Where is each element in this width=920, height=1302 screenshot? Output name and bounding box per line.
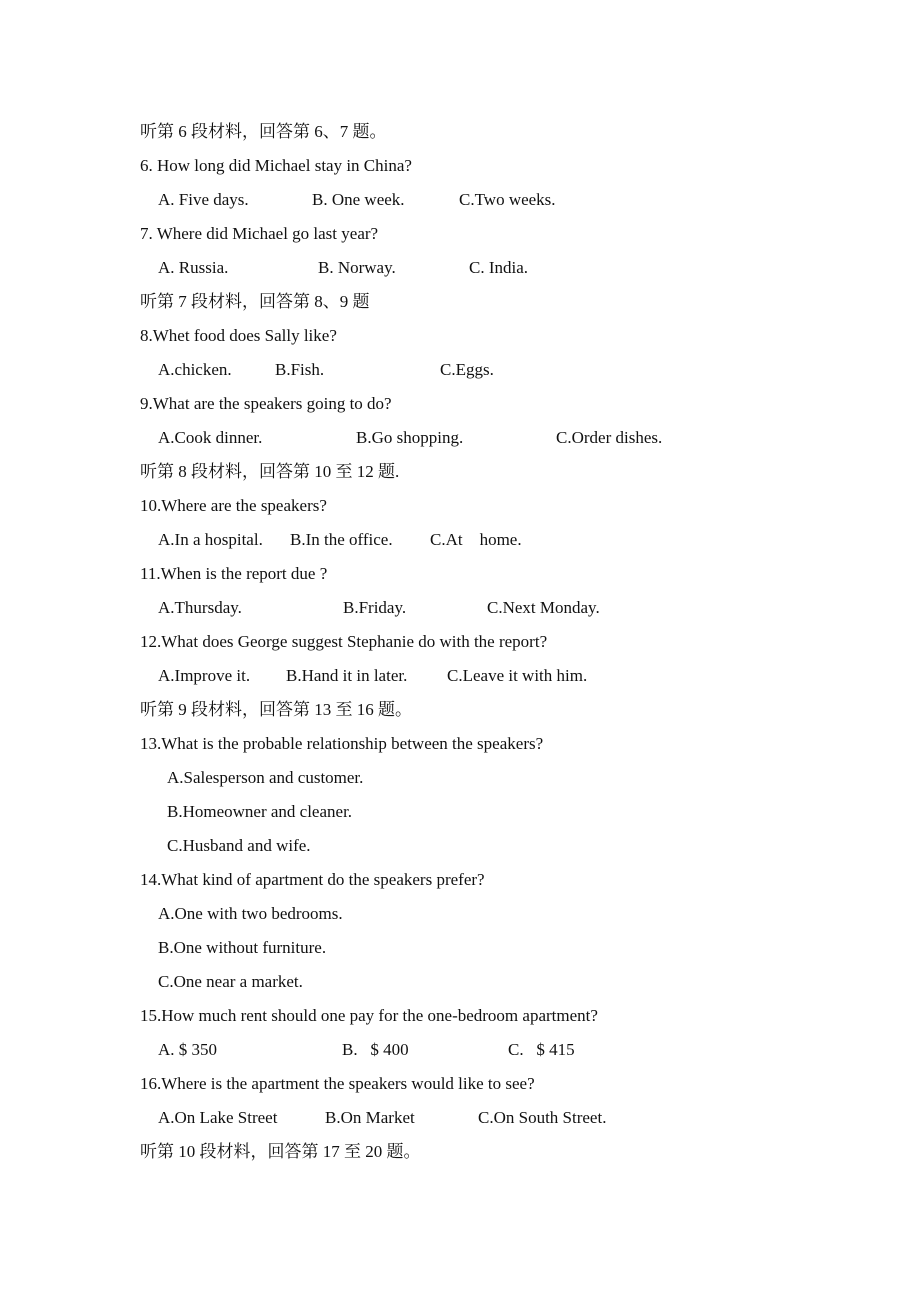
question-8: 8.Whet food does Sally like? bbox=[140, 326, 337, 345]
q12-option-a: A.Improve it. bbox=[158, 666, 251, 685]
q13-option-b: B.Homeowner and cleaner. bbox=[167, 802, 353, 821]
q15-option-b: B. $ 400 bbox=[342, 1040, 409, 1059]
q7-option-c: C. India. bbox=[469, 258, 529, 277]
section-8-heading: 听第 8 段材料，回答第 10 至 12 题. bbox=[140, 462, 400, 481]
q13-option-a: A.Salesperson and customer. bbox=[167, 768, 364, 787]
q16-option-c: C.On South Street. bbox=[478, 1108, 607, 1127]
q16-option-b: B.On Market bbox=[325, 1108, 415, 1127]
question-10: 10.Where are the speakers? bbox=[140, 496, 327, 515]
question-11: 11.When is the report due ? bbox=[140, 564, 328, 583]
q10-option-c: C.At home. bbox=[430, 530, 522, 549]
q14-option-b: B.One without furniture. bbox=[158, 938, 327, 957]
q14-option-c: C.One near a market. bbox=[158, 972, 303, 991]
section-6-heading: 听第 6 段材料，回答第 6、7 题。 bbox=[140, 122, 387, 141]
question-6: 6. How long did Michael stay in China? bbox=[140, 156, 412, 175]
question-12: 12.What does George suggest Stephanie do with the report? bbox=[140, 632, 548, 651]
question-16: 16.Where is the apartment the speakers would like to see? bbox=[140, 1074, 535, 1093]
question-13: 13.What is the probable relationship between the speakers? bbox=[140, 734, 544, 753]
question-14: 14.What kind of apartment do the speakers prefer? bbox=[140, 870, 485, 889]
q11-option-a: A.Thursday. bbox=[158, 598, 242, 617]
section-7-heading: 听第 7 段材料，回答第 8、9 题 bbox=[140, 292, 370, 311]
q8-option-c: C.Eggs. bbox=[440, 360, 494, 379]
q12-option-c: C.Leave it with him. bbox=[447, 666, 588, 685]
q13-option-c: C.Husband and wife. bbox=[167, 836, 311, 855]
q9-option-b: B.Go shopping. bbox=[356, 428, 464, 447]
q9-option-c: C.Order dishes. bbox=[556, 428, 663, 447]
q14-option-a: A.One with two bedrooms. bbox=[158, 904, 343, 923]
q6-option-c: C.Two weeks. bbox=[459, 190, 556, 209]
section-9-heading: 听第 9 段材料，回答第 13 至 16 题。 bbox=[140, 700, 412, 719]
q7-option-b: B. Norway. bbox=[318, 258, 396, 277]
q11-option-c: C.Next Monday. bbox=[487, 598, 600, 617]
q8-option-a: A.chicken. bbox=[158, 360, 232, 379]
q11-option-b: B.Friday. bbox=[343, 598, 407, 617]
q6-option-b: B. One week. bbox=[312, 190, 405, 209]
q10-option-a: A.In a hospital. bbox=[158, 530, 263, 549]
section-10-heading: 听第 10 段材料，回答第 17 至 20 题。 bbox=[140, 1142, 421, 1161]
q15-option-c: C. $ 415 bbox=[508, 1040, 575, 1059]
q6-option-a: A. Five days. bbox=[158, 190, 249, 209]
q9-option-a: A.Cook dinner. bbox=[158, 428, 263, 447]
question-7: 7. Where did Michael go last year? bbox=[140, 224, 379, 243]
q7-option-a: A. Russia. bbox=[158, 258, 229, 277]
question-15: 15.How much rent should one pay for the one-bedroom apartment? bbox=[140, 1006, 598, 1025]
q10-option-b: B.In the office. bbox=[290, 530, 393, 549]
q12-option-b: B.Hand it in later. bbox=[286, 666, 408, 685]
q15-option-a: A. $ 350 bbox=[158, 1040, 218, 1059]
q16-option-a: A.On Lake Street bbox=[158, 1108, 278, 1127]
question-9: 9.What are the speakers going to do? bbox=[140, 394, 392, 413]
q8-option-b: B.Fish. bbox=[275, 360, 325, 379]
